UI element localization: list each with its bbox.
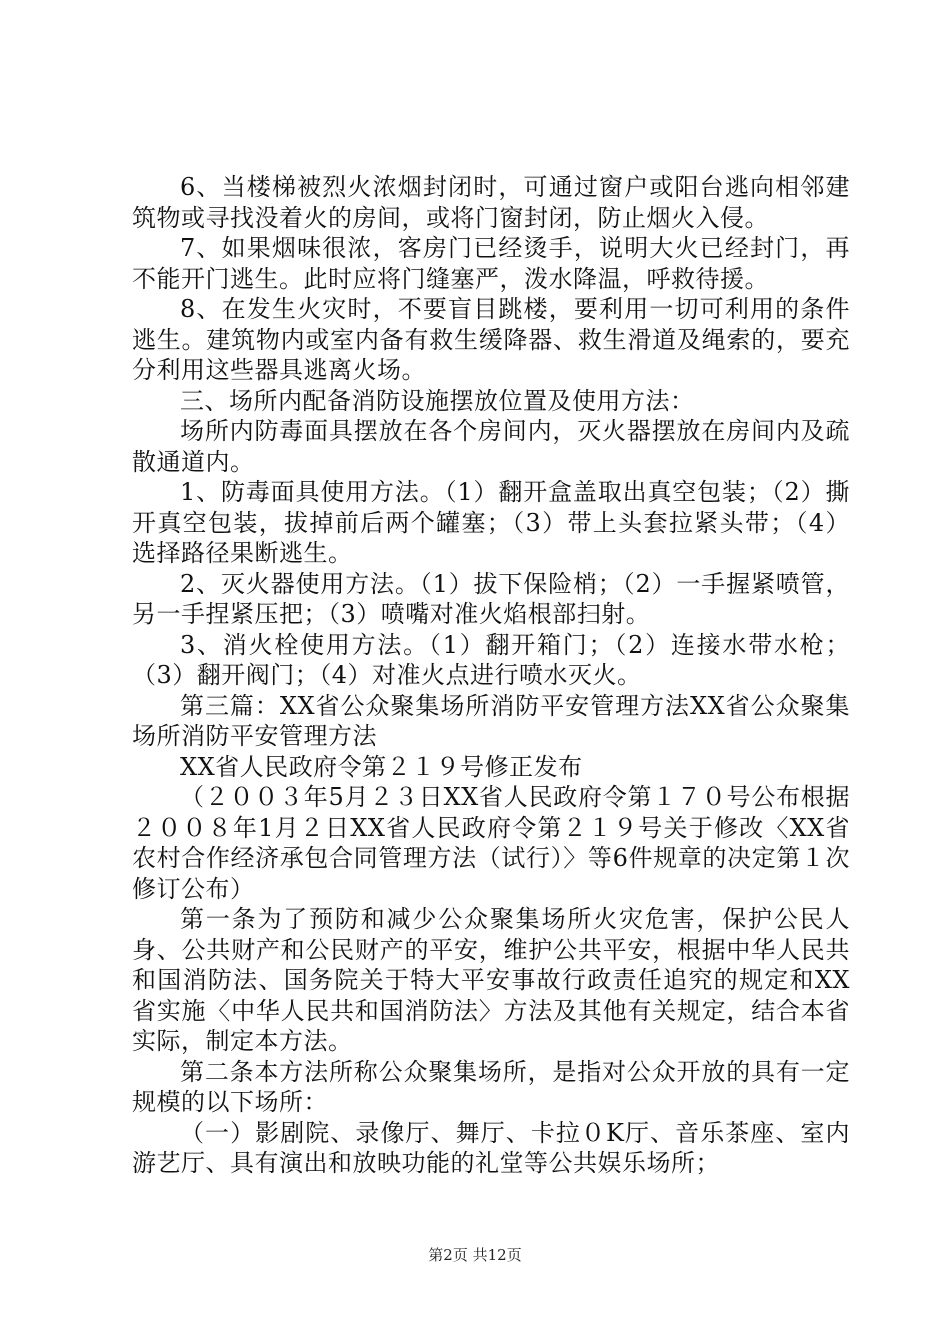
document-body xyxy=(132,172,850,1179)
paragraph: 1、防毒面具使用方法。（1）翻开盒盖取出真空包装；（2）撕开真空包装，拔掉前后两个罐塞；（3）带上头套拉紧头带；（4）选择路径果断逃生。 xyxy=(132,478,850,567)
paragraph: 7、如果烟味很浓，客房门已经烫手，说明大火已经封门，再不能开门逃生。此时应将门缝塞严，泼水降温，呼救待援。 xyxy=(132,234,850,293)
paragraph: 场所内防毒面具摆放在各个房间内，灭火器摆放在房间内及疏散通道内。 xyxy=(132,417,850,476)
paragraph: 6、当楼梯被烈火浓烟封闭时，可通过窗户或阳台逃向相邻建筑物或寻找没着火的房间，或将门窗封闭，防止烟火入侵。 xyxy=(132,173,850,232)
paragraph: （２００３年5月２３日XX省人民政府令第１７０号公布根据２００８年1月２日XX省人民政府令第２１９号关于修改〈XX省农村合作经济承包合同管理方法（试行）〉等6件规章的决定第１次修订公布） xyxy=(132,783,850,903)
paragraph: 3、消火栓使用方法。（1）翻开箱门；（2）连接水带水枪；（3）翻开阀门；（4）对准火点进行喷水灭火。 xyxy=(132,630,850,689)
list-item: （一）影剧院、录像厅、舞厅、卡拉０K厅、音乐茶座、室内游艺厅、具有演出和放映功能的礼堂等公共娱乐场所； xyxy=(132,1118,850,1177)
section-heading: 三、场所内配备消防设施摆放位置及使用方法： xyxy=(180,386,695,415)
decree-line: XX省人民政府令第２１９号修正发布 xyxy=(180,752,583,781)
paragraph: 8、在发生火灾时，不要盲目跳楼，要利用一切可利用的条件逃生。建筑物内或室内备有救生缓降器、救生滑道及绳索的，要充分利用这些器具逃离火场。 xyxy=(132,295,850,384)
chapter-title: 第三篇：XX省公众聚集场所消防平安管理方法XX省公众聚集场所消防平安管理方法 xyxy=(132,691,850,750)
article-paragraph: 第一条为了预防和减少公众聚集场所火灾危害，保护公民人身、公共财产和公民财产的平安，维护公共平安，根据中华人民共和国消防法、国务院关于特大平安事故行政责任追究的规定和XX省实施〈中华人民共和国消防法〉方法及其他有关规定，结合本省实际，制定本方法。 xyxy=(132,905,850,1055)
article-paragraph: 第二条本方法所称公众聚集场所，是指对公众开放的具有一定规模的以下场所： xyxy=(132,1057,850,1116)
page-number: 第2页 共12页 xyxy=(428,1246,522,1264)
paragraph: 2、灭火器使用方法。（1）拔下保险梢；（2）一手握紧喷管，另一手捏紧压把；（3）喷嘴对准火焰根部扫射。 xyxy=(132,569,850,628)
